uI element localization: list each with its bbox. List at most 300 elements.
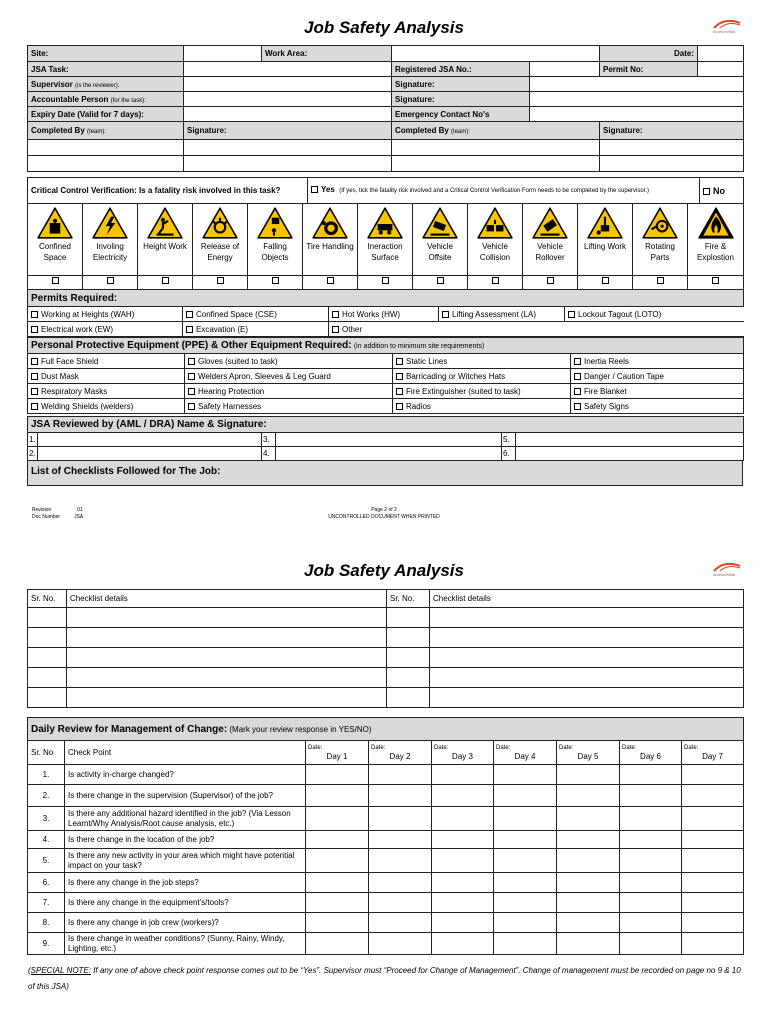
checkpoint-response-cell[interactable] [557, 933, 620, 955]
checkpoint-number: 9. [28, 933, 65, 955]
reviewer-field-1[interactable] [38, 433, 262, 447]
ppe-option[interactable] [28, 399, 185, 414]
expiry-date-field[interactable] [184, 107, 392, 122]
checklist-cell[interactable] [430, 688, 744, 708]
checkpoint-response-cell[interactable] [620, 933, 682, 955]
supervisor-label: Supervisor (is the reviewer): [28, 77, 184, 92]
checkpoint-response-cell[interactable] [620, 807, 682, 831]
checkpoint-number: 8. [28, 913, 65, 933]
permit-option[interactable] [28, 307, 183, 322]
permits-title: Permits Required: [28, 290, 744, 307]
completed-by-field-4[interactable] [392, 156, 600, 172]
checkpoint-response-cell[interactable] [620, 849, 682, 873]
permit-option[interactable] [183, 322, 329, 337]
reviewer-number: 4. [262, 447, 276, 461]
ppe-option[interactable] [393, 399, 571, 414]
registered-jsa-field[interactable] [530, 62, 600, 77]
checklists-followed-table [27, 460, 743, 486]
ppe-checkbox[interactable] [396, 388, 403, 395]
ppe-title: Personal Protective Equipment (PPE) & Other Equipment Required: (in addition to minimum site requirements) [28, 338, 744, 354]
completed-by-field-2[interactable] [392, 140, 600, 156]
ccv-question: Critical Control Verification: Is a fatality risk involved in this task? [28, 178, 308, 204]
ccv-table [27, 177, 744, 204]
ppe-label: Dust Mask [41, 371, 79, 381]
ppe-label: Welding Shields (welders) [41, 401, 134, 411]
accountable-signature-field[interactable] [530, 92, 744, 107]
accountable-person-field[interactable] [184, 92, 392, 107]
hazard-checkbox[interactable] [107, 277, 114, 284]
checkpoint-response-cell[interactable] [306, 785, 369, 807]
ppe-label: Respiratory Masks [41, 386, 108, 396]
hazard-label: Rotating Parts [645, 242, 675, 262]
checkpoint-response-cell[interactable] [494, 873, 557, 893]
completed-by-field[interactable] [28, 140, 184, 156]
confined-space-icon [36, 206, 74, 240]
hazard-item [358, 204, 413, 276]
ppe-checkbox[interactable] [396, 358, 403, 365]
checkpoint-response-cell[interactable] [306, 913, 369, 933]
supervisor-signature-field[interactable] [530, 77, 744, 92]
checkpoint-response-cell[interactable] [494, 849, 557, 873]
checkpoint-number: 7. [28, 893, 65, 913]
checkpoint-response-cell[interactable] [494, 913, 557, 933]
hazard-checkbox[interactable] [712, 277, 719, 284]
ppe-checkbox[interactable] [188, 358, 195, 365]
hazard-checkbox-cell[interactable] [578, 276, 633, 290]
reviewer-field-3[interactable] [276, 433, 502, 447]
checkpoint-response-cell[interactable] [306, 873, 369, 893]
date-field[interactable] [698, 46, 744, 62]
day-column-header [432, 741, 494, 765]
vehicle-offsite-icon [421, 206, 459, 240]
day-column-header [494, 741, 557, 765]
tire-handling-icon [311, 206, 349, 240]
checkpoint-response-cell[interactable] [620, 893, 682, 913]
permit-label: Electrical work (EW) [41, 324, 114, 334]
jsa-task-field[interactable] [184, 62, 392, 77]
ppe-label: Safety Harnesses [198, 401, 262, 411]
ppe-option[interactable] [185, 399, 393, 414]
ppe-option[interactable] [28, 369, 185, 384]
checkpoint-response-cell[interactable] [432, 849, 494, 873]
reviewer-number: 6. [502, 447, 516, 461]
hazard-checkbox-cell[interactable] [523, 276, 578, 290]
reviewer-field-4[interactable] [276, 447, 502, 461]
supervisor-signature-label: Signature: [392, 77, 530, 92]
checklist-cell[interactable] [430, 608, 744, 628]
emergency-contact-label: Emergency Contact No's [392, 107, 530, 122]
ppe-option[interactable] [393, 384, 571, 399]
checklist-cell[interactable] [67, 648, 387, 668]
jsa-reviewed-title: JSA Reviewed by (AML / DRA) Name & Signature: [28, 417, 744, 433]
date-label: Date: [371, 744, 386, 751]
ppe-checkbox[interactable] [574, 388, 581, 395]
day-column-header [682, 741, 744, 765]
checkpoint-response-cell[interactable] [557, 807, 620, 831]
permit-checkbox[interactable] [31, 326, 38, 333]
hazard-checkbox[interactable] [327, 277, 334, 284]
checkpoint-response-cell[interactable] [620, 913, 682, 933]
checkpoint-response-cell[interactable] [306, 807, 369, 831]
checklist-cell[interactable] [28, 628, 67, 648]
company-logo-2 [700, 560, 748, 578]
falling-objects-icon [256, 206, 294, 240]
permit-checkbox[interactable] [568, 311, 575, 318]
checklist-cell[interactable] [28, 688, 67, 708]
completed-by-field-3[interactable] [28, 156, 184, 172]
day-label: Day 6 [640, 751, 661, 761]
ppe-label: Full Face Shield [41, 356, 99, 366]
hazard-checkbox[interactable] [162, 277, 169, 284]
checkpoint-response-cell[interactable] [682, 913, 744, 933]
ppe-option[interactable] [393, 369, 571, 384]
checkpoint-response-cell[interactable] [620, 873, 682, 893]
checkpoint-response-cell[interactable] [557, 873, 620, 893]
checkpoint-text: Is there change in the supervision (Supervisor) of the job? [65, 785, 306, 807]
uncontrolled-notice: UNCONTROLLED DOCUMENT WHEN PRINTED [328, 514, 440, 520]
ppe-checkbox[interactable] [31, 358, 38, 365]
ppe-checkbox[interactable] [574, 373, 581, 380]
permit-option[interactable] [329, 307, 439, 322]
site-field[interactable] [184, 46, 262, 62]
hazard-table [27, 203, 744, 290]
hazard-checkbox-cell[interactable] [358, 276, 413, 290]
ppe-checkbox[interactable] [574, 358, 581, 365]
supervisor-field[interactable] [184, 77, 392, 92]
hazard-item [413, 204, 468, 276]
checkpoint-response-cell[interactable] [620, 785, 682, 807]
checkpoint-text: Is there any change in the job steps? [65, 873, 306, 893]
arcelormittal-logo-icon [700, 560, 748, 572]
day-label: Day 2 [389, 751, 411, 761]
vehicle-collision-icon [476, 206, 514, 240]
day-label: Day 7 [702, 751, 723, 761]
permit-option[interactable] [439, 307, 565, 322]
hazard-label: Fire & Explostion [697, 242, 734, 262]
hazard-checkbox-cell[interactable] [468, 276, 523, 290]
checkpoint-response-cell[interactable] [557, 913, 620, 933]
date-label: Date: [622, 744, 637, 751]
permit-label: Hot Works (HW) [342, 309, 401, 319]
checkpoint-response-cell[interactable] [432, 933, 494, 955]
permit-label: Working at Heights (WAH) [41, 309, 135, 319]
page-title: Job Safety Analysis [304, 18, 464, 37]
hazard-checkbox[interactable] [272, 277, 279, 284]
ppe-checkbox[interactable] [396, 373, 403, 380]
hazard-checkbox-cell[interactable] [248, 276, 303, 290]
hazard-item [193, 204, 248, 276]
checklists-title: List of Checklists Followed for The Job: [28, 461, 743, 486]
checkpoint-response-cell[interactable] [620, 831, 682, 849]
checklist-cell[interactable] [430, 648, 744, 668]
checkpoint-response-cell[interactable] [494, 785, 557, 807]
checkpoint-response-cell[interactable] [432, 873, 494, 893]
checkpoint-response-cell[interactable] [557, 893, 620, 913]
checklist-cell[interactable] [430, 628, 744, 648]
expiry-date-label: Expiry Date (Valid for 7 days): [28, 107, 184, 122]
hazard-label: Height Work [143, 242, 187, 251]
ccv-no-checkbox[interactable] [703, 188, 710, 195]
checkpoint-text: Is there change in the location of the job? [65, 831, 306, 849]
checkpoint-response-cell[interactable] [494, 807, 557, 831]
hazard-checkbox[interactable] [217, 277, 224, 284]
checkpoint-response-cell[interactable] [432, 807, 494, 831]
ccv-yes-checkbox[interactable] [311, 186, 318, 193]
hazard-checkbox[interactable] [602, 277, 609, 284]
date-label: Date: [308, 744, 323, 751]
hazard-checkbox-cell[interactable] [303, 276, 358, 290]
checklist-details-table [27, 589, 744, 708]
checkpoint-response-cell[interactable] [682, 873, 744, 893]
registered-jsa-label: Registered JSA No.: [392, 62, 530, 77]
checklist-cell[interactable] [28, 648, 67, 668]
hazard-label: Lifting Work [583, 242, 627, 251]
hazard-label: Vehicle Rollover [535, 242, 565, 262]
checklist-details-header: Checklist details [67, 590, 387, 608]
hazard-item [468, 204, 523, 276]
hazard-item [138, 204, 193, 276]
checkpoint-response-cell[interactable] [369, 765, 432, 785]
checkpoint-response-cell[interactable] [620, 765, 682, 785]
permit-no-field[interactable] [698, 62, 744, 77]
checkpoint-response-cell[interactable] [557, 831, 620, 849]
hazard-checkbox-cell[interactable] [688, 276, 744, 290]
page-title-2: Job Safety Analysis [304, 561, 464, 580]
day-column-header [306, 741, 369, 765]
checklist-cell[interactable] [387, 668, 430, 688]
daily-review-title: Daily Review for Management of Change: (Mark your review response in YES/NO) [28, 718, 744, 741]
arcelormittal-logo-icon [700, 17, 748, 29]
checkpoint-number: 4. [28, 831, 65, 849]
checkpoint-response-cell[interactable] [306, 831, 369, 849]
hazard-item [578, 204, 633, 276]
permit-checkbox[interactable] [442, 311, 449, 318]
ppe-checkbox[interactable] [31, 403, 38, 410]
checklist-cell[interactable] [67, 628, 387, 648]
ppe-checkbox[interactable] [574, 403, 581, 410]
reviewer-number: 5. [502, 433, 516, 447]
hazard-item [688, 204, 744, 276]
checklist-cell[interactable] [67, 668, 387, 688]
reviewer-field-2[interactable] [38, 447, 262, 461]
day-label: Day 1 [326, 751, 348, 761]
ppe-label: Fire Extinguisher (suited to task) [406, 386, 521, 396]
release-energy-icon [201, 206, 239, 240]
permit-label: Excavation (E) [196, 324, 249, 334]
hazard-checkbox-cell[interactable] [138, 276, 193, 290]
work-area-field[interactable] [392, 46, 600, 62]
hazard-item [523, 204, 578, 276]
checkpoint-text: Is there any additional hazard identified in the job? (Via Lesson Learnt/Why Analysis/Root cause analysis, etc.) [65, 807, 306, 831]
day-column-header [557, 741, 620, 765]
permit-option[interactable] [28, 322, 183, 337]
checkpoint-response-cell[interactable] [557, 849, 620, 873]
checklist-cell[interactable] [387, 688, 430, 708]
page-number: Page 2 of 2 [371, 507, 397, 513]
hazard-item [28, 204, 83, 276]
rotating-parts-icon [641, 206, 679, 240]
completed-by-signature-field-2[interactable] [600, 140, 744, 156]
checklist-cell[interactable] [28, 608, 67, 628]
ppe-option[interactable] [185, 384, 393, 399]
ppe-option[interactable] [28, 354, 185, 369]
ppe-checkbox[interactable] [188, 388, 195, 395]
emergency-contact-field[interactable] [530, 107, 744, 122]
permit-checkbox[interactable] [332, 311, 339, 318]
daily-review-table [27, 717, 744, 955]
hazard-checkbox-cell[interactable] [633, 276, 688, 290]
permit-checkbox[interactable] [31, 311, 38, 318]
checkpoint-response-cell[interactable] [682, 849, 744, 873]
checkpoint-response-cell[interactable] [494, 893, 557, 913]
interaction-surface-icon [366, 206, 404, 240]
hazard-checkbox[interactable] [382, 277, 389, 284]
ppe-option[interactable] [393, 354, 571, 369]
checkpoint-response-cell[interactable] [432, 893, 494, 913]
ppe-option[interactable] [571, 384, 744, 399]
ppe-label: Hearing Protection [198, 386, 265, 396]
checkpoint-text: Is there any change in the equipment's/tools? [65, 893, 306, 913]
day-label: Day 4 [514, 751, 536, 761]
checkpoint-response-cell[interactable] [432, 831, 494, 849]
reviewer-field-6[interactable] [516, 447, 744, 461]
permit-checkbox[interactable] [332, 326, 339, 333]
checkpoint-response-cell[interactable] [369, 785, 432, 807]
checkpoint-response-cell[interactable] [432, 785, 494, 807]
checkpoint-response-cell[interactable] [369, 831, 432, 849]
hazard-checkbox[interactable] [492, 277, 499, 284]
checkpoint-response-cell[interactable] [494, 765, 557, 785]
permit-option[interactable] [329, 322, 744, 337]
lifting-work-icon [586, 206, 624, 240]
ppe-checkbox[interactable] [188, 403, 195, 410]
ppe-option[interactable] [28, 384, 185, 399]
checklist-details-header-2: Checklist details [430, 590, 744, 608]
jsa-reviewed-table [27, 416, 744, 461]
checkpoint-text: Is there any change in job crew (workers)? [65, 913, 306, 933]
checkpoint-response-cell[interactable] [369, 933, 432, 955]
logo-text: ArcelorMittal [712, 29, 736, 34]
checklist-cell[interactable] [67, 608, 387, 628]
ppe-label: Inertia Reels [584, 356, 629, 366]
checklist-cell[interactable] [430, 668, 744, 688]
checkpoint-response-cell[interactable] [306, 765, 369, 785]
checkpoint-response-cell[interactable] [306, 933, 369, 955]
ppe-option[interactable] [571, 369, 744, 384]
hazard-item [248, 204, 303, 276]
permits-table [27, 289, 744, 337]
checkpoint-response-cell[interactable] [306, 893, 369, 913]
permit-label: Confined Space (CSE) [196, 309, 277, 319]
completed-by-label: Completed By (team): [28, 122, 184, 140]
hazard-label: Confined Space [38, 242, 72, 262]
checkpoint-response-cell[interactable] [369, 873, 432, 893]
checkpoint-response-cell[interactable] [432, 765, 494, 785]
checkpoint-response-cell[interactable] [494, 831, 557, 849]
checkpoint-response-cell[interactable] [557, 785, 620, 807]
company-logo [700, 17, 748, 35]
completed-by-signature-field-3[interactable] [184, 156, 392, 172]
ppe-label: Fire Blanket [584, 386, 627, 396]
hazard-checkbox-cell[interactable] [83, 276, 138, 290]
checkpoint-response-cell[interactable] [682, 807, 744, 831]
checkpoint-text: Is there change in weather conditions? (Sunny, Rainy, Windy, Lighting, etc.) [65, 933, 306, 955]
hazard-checkbox[interactable] [547, 277, 554, 284]
permit-option[interactable] [183, 307, 329, 322]
hazard-checkbox[interactable] [657, 277, 664, 284]
checklist-cell[interactable] [387, 628, 430, 648]
permit-checkbox[interactable] [186, 311, 193, 318]
checklist-cell[interactable] [387, 648, 430, 668]
checkpoint-response-cell[interactable] [369, 849, 432, 873]
hazard-item [303, 204, 358, 276]
hazard-label: Vehicle Collision [479, 242, 511, 262]
checkpoint-response-cell[interactable] [682, 785, 744, 807]
ccv-no-option[interactable]: No [700, 178, 744, 204]
ccv-yes-option[interactable]: Yes (If yes, tick the fatality risk involved and a Critical Control Verification Form needs to be completed by the supervisor.) [308, 178, 700, 204]
hazard-checkbox-cell[interactable] [413, 276, 468, 290]
checkpoint-text: Is activity in-charge changed? [65, 765, 306, 785]
ppe-option[interactable] [185, 369, 393, 384]
completed-by-signature-field-4[interactable] [600, 156, 744, 172]
checklist-cell[interactable] [387, 608, 430, 628]
hazard-checkbox[interactable] [437, 277, 444, 284]
reviewer-field-5[interactable] [516, 433, 744, 447]
hazard-checkbox-cell[interactable] [193, 276, 248, 290]
permit-checkbox[interactable] [186, 326, 193, 333]
checkpoint-response-cell[interactable] [557, 765, 620, 785]
ppe-checkbox[interactable] [188, 373, 195, 380]
ppe-label: Welders Apron, Sleeves & Leg Guard [198, 371, 331, 381]
checkpoint-response-cell[interactable] [494, 933, 557, 955]
sr-no-header: Sr. No. [28, 590, 67, 608]
ppe-option[interactable] [185, 354, 393, 369]
checkpoint-response-cell[interactable] [369, 913, 432, 933]
checkpoint-response-cell[interactable] [369, 893, 432, 913]
ppe-option[interactable] [571, 354, 744, 369]
date-label: Date: [496, 744, 511, 751]
ppe-label: Danger / Caution Tape [584, 371, 664, 381]
checkpoint-response-cell[interactable] [682, 765, 744, 785]
hazard-label: Involing Electricity [92, 242, 128, 262]
checkpoint-response-cell[interactable] [369, 807, 432, 831]
hazard-checkbox[interactable] [52, 277, 59, 284]
hazard-checkbox-cell[interactable] [28, 276, 83, 290]
vehicle-rollover-icon [531, 206, 569, 240]
date-label: Date: [600, 46, 698, 62]
checkpoint-response-cell[interactable] [306, 849, 369, 873]
jsa-task-label: JSA Task: [28, 62, 184, 77]
completed-by-signature-label: Signature: [184, 122, 392, 140]
checklist-cell[interactable] [28, 668, 67, 688]
ppe-checkbox[interactable] [31, 388, 38, 395]
ppe-table [27, 337, 744, 414]
checkpoint-response-cell[interactable] [682, 893, 744, 913]
ppe-checkbox[interactable] [31, 373, 38, 380]
hazard-item [83, 204, 138, 276]
ppe-option[interactable] [571, 399, 744, 414]
completed-by-signature-field[interactable] [184, 140, 392, 156]
checkpoint-response-cell[interactable] [432, 913, 494, 933]
permit-option[interactable] [565, 307, 744, 322]
checkpoint-response-cell[interactable] [682, 933, 744, 955]
checklist-cell[interactable] [67, 688, 387, 708]
checkpoint-number: 6. [28, 873, 65, 893]
date-label: Date: [434, 744, 449, 751]
checkpoint-response-cell[interactable] [682, 831, 744, 849]
day-column-header [369, 741, 432, 765]
ppe-checkbox[interactable] [396, 403, 403, 410]
